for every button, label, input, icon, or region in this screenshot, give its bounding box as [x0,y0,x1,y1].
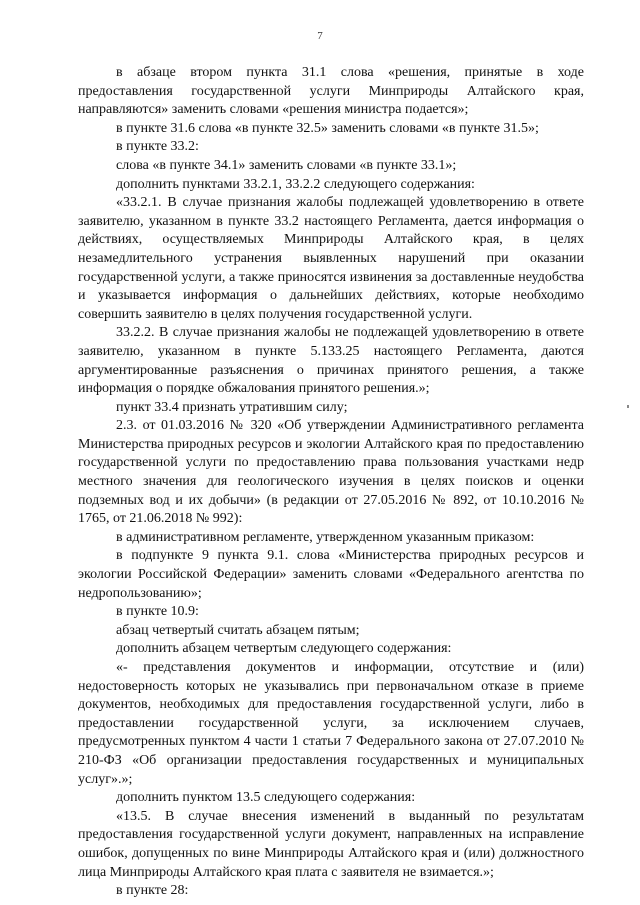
paragraph: слова «в пункте 34.1» заменить словами «в пункте 33.1»; [116,157,457,173]
paragraph: дополнить абзацем четвертым следующего содержания: [116,641,452,657]
paragraph: «13.5. В случае внесения изменений в выданный по результатам предоставления государственной услуги документ, направленных на исправление ошибок, допущенных по вине Минприроды Алтайского края и (или) должностного лица Минприроды Алтайского края плата с заявителя не взимается.»; [78,808,584,880]
document-body [78,64,584,901]
paragraph: в пункте 33.2: [116,139,199,155]
paragraph: 2.3. от 01.03.2016 № 320 «Об утверждении Административного регламента Министерства природных ресурсов и экологии Алтайского края по предоставлению государственной услуги по предоставлению права пользования участками недр местного значения для геологического изучения в целях поисков и оценки подземных вод и их добычи» (в редакции от 27.05.2016 № 892, от 10.10.2016 № 1765, от 21.06.2018 № 992): [78,418,584,527]
paragraph: «33.2.1. В случае признания жалобы подлежащей удовлетворению в ответе заявителю, указанном в пункте 33.2 настоящего Регламента, дается информация о действиях, осуществляемых Минприроды Алтайского края, в целях незамедлительного устранения выявленных нарушений при оказании государственной услуги, а также приносятся извинения за доставленные неудобства и указывается информация о дальнейших действиях, которые необходимо совершить заявителю в целях получения государственной услуги. [78,195,584,322]
paragraph: в пункте 31.6 слова «в пункте 32.5» заменить словами «в пункте 31.5»; [116,120,539,136]
paragraph: дополнить пунктом 13.5 следующего содержания: [116,790,416,806]
paragraph: пункт 33.4 признать утратившим силу; [116,399,348,415]
page-number: 7 [317,30,323,42]
paragraph: в пункте 10.9: [116,604,199,620]
paragraph: в пункте 28: [116,883,189,899]
paragraph: дополнить пунктами 33.2.1, 33.2.2 следующего содержания: [116,176,475,192]
paragraph: «- представления документов и информации, отсутствие и (или) недостоверность которых не указывались при первоначальном отказе в приеме документов, необходимых для предоставления государственной услуги, либо в предоставлении государственной услуги, за исключением случаев, предусмотренных пунктом 4 части 1 статьи 7 Федерального закона от 27.07.2010 № 210-ФЗ «Об организации предоставления государственных и муниципальных услуг».»; [78,660,584,787]
paragraph: 33.2.2. В случае признания жалобы не подлежащей удовлетворению в ответе заявителю, указанном в пункте 5.133.25 настоящего Регламента, даются аргументированные разъяснения о причинах принятого решения, а также информация о порядке обжалования принятого решения.»; [78,325,584,397]
paragraph: в административном регламенте, утвержденном указанным приказом: [116,529,535,545]
paragraph: в подпункте 9 пункта 9.1. слова «Министерства природных ресурсов и экологии Российской Федерации» заменить словами «Федерального агентства по недропользованию»; [78,548,584,601]
paragraph: в абзаце втором пункта 31.1 слова «решения, принятые в ходе предоставления государственной услуги Минприроды Алтайского края, направляются» заменить словами «решения министра подается»; [78,65,584,118]
scan-speck [627,405,629,408]
paragraph: абзац четвертый считать абзацем пятым; [116,622,360,638]
